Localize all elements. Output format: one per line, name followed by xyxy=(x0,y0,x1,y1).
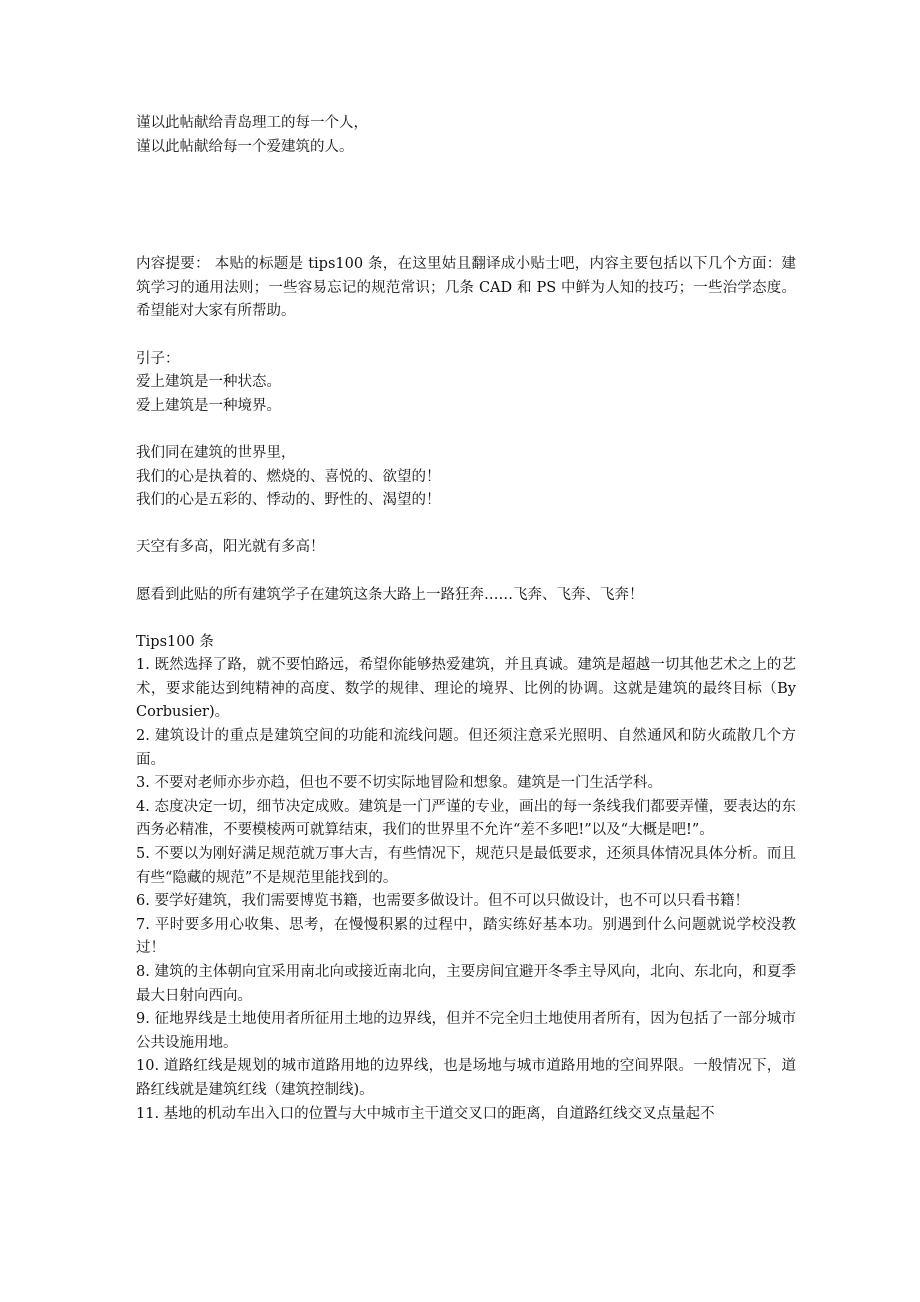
spacer xyxy=(136,513,796,537)
tip-item: 8. 建筑的主体朝向宜采用南北向或接近南北向，主要房间宜避开冬季主导风向，北向、东北向，和夏季最大日射向西向。 xyxy=(136,964,796,1004)
spacer xyxy=(136,560,796,584)
tip-item: 4. 态度决定一切，细节决定成败。建筑是一门严谨的专业，画出的每一条线我们都要弄懂，要表达的东西务必精准，不要模棱两可就算结束，我们的世界里不允许“差不多吧!”以及“大概是吧!”。 xyxy=(136,798,796,839)
intro-line-1: 爱上建筑是一种状态。 xyxy=(136,374,281,391)
spacer xyxy=(136,324,796,348)
verse-line-2: 我们的心是执着的、燃烧的、喜悦的、欲望的！ xyxy=(136,468,441,485)
intro-heading: 引子： xyxy=(136,350,180,367)
tip-item: 11. 基地的机动车出入口的位置与大中城市主干道交叉口的距离，自道路红线交叉点量起不 xyxy=(136,1105,715,1122)
wish-line: 愿看到此贴的所有建筑学子在建筑这条大路上一路狂奔……飞奔、飞奔、飞奔！ xyxy=(136,586,644,603)
tip-item: 2. 建筑设计的重点是建筑空间的功能和流线问题。但还须注意采光照明、自然通风和防火疏散几个方面。 xyxy=(136,728,796,768)
dedication-line-1: 谨以此帖献给青岛理工的每一个人， xyxy=(136,115,368,131)
intro-line-2: 爱上建筑是一种境界。 xyxy=(136,397,281,414)
verse-section xyxy=(136,442,796,513)
sky-line: 天空有多高，阳光就有多高！ xyxy=(136,539,325,556)
tip-item: 7. 平时要多用心收集、思考，在慢慢积累的过程中，踏实练好基本功。别遇到什么问题就说学校没教过！ xyxy=(136,916,796,957)
dedication-line-2: 谨以此帖献给每一个爱建筑的人。 xyxy=(136,138,354,155)
document-page xyxy=(136,112,796,1126)
tip-item: 6. 要学好建筑，我们需要博览书籍，也需要多做设计。但不可以只做设计，也不可以只看书籍！ xyxy=(136,893,749,910)
dedication xyxy=(136,112,796,159)
tip-item: 3. 不要对老师亦步亦趋，但也不要不切实际地冒险和想象。建筑是一门生活学科。 xyxy=(136,775,662,792)
tips-heading: Tips100 条 xyxy=(136,633,214,650)
verse-line-1: 我们同在建筑的世界里， xyxy=(136,444,296,461)
summary-paragraph: 内容提要： 本贴的标题是 tips100 条，在这里姑且翻译成小贴士吧，内容主要包括以下几个方面：建筑学习的通用法则；一些容易忘记的规范常识；几条 CAD 和 PS 中鲜为人知的技巧；一些治学态度。希望能对大家有所帮助。 xyxy=(136,256,796,320)
intro-section xyxy=(136,348,796,419)
tip-item: 9. 征地界线是土地使用者所征用土地的边界线，但并不完全归土地使用者所有，因为包括了一部分城市公共设施用地。 xyxy=(136,1011,796,1051)
verse-line-3: 我们的心是五彩的、悸动的、野性的、渴望的！ xyxy=(136,492,441,509)
spacer xyxy=(136,159,796,253)
tip-item: 5. 不要以为刚好满足规范就万事大吉，有些情况下，规范只是最低要求，还须具体情况具体分析。而且有些“隐藏的规范”不是规范里能找到的。 xyxy=(136,846,796,886)
tip-item: 1. 既然选择了路，就不要怕路远，希望你能够热爱建筑，并且真诚。建筑是超越一切其他艺术之上的艺术，要求能达到纯精神的高度、数学的规律、理论的境界、比例的协调。这就是建筑的最终目标（By Corbusier)。 xyxy=(136,657,796,721)
spacer xyxy=(136,607,796,631)
tip-item: 10. 道路红线是规划的城市道路用地的边界线，也是场地与城市道路用地的空间界限。一般情况下，道路红线就是建筑红线（建筑控制线)。 xyxy=(136,1058,796,1098)
spacer xyxy=(136,418,796,442)
tips-section xyxy=(136,631,796,1126)
